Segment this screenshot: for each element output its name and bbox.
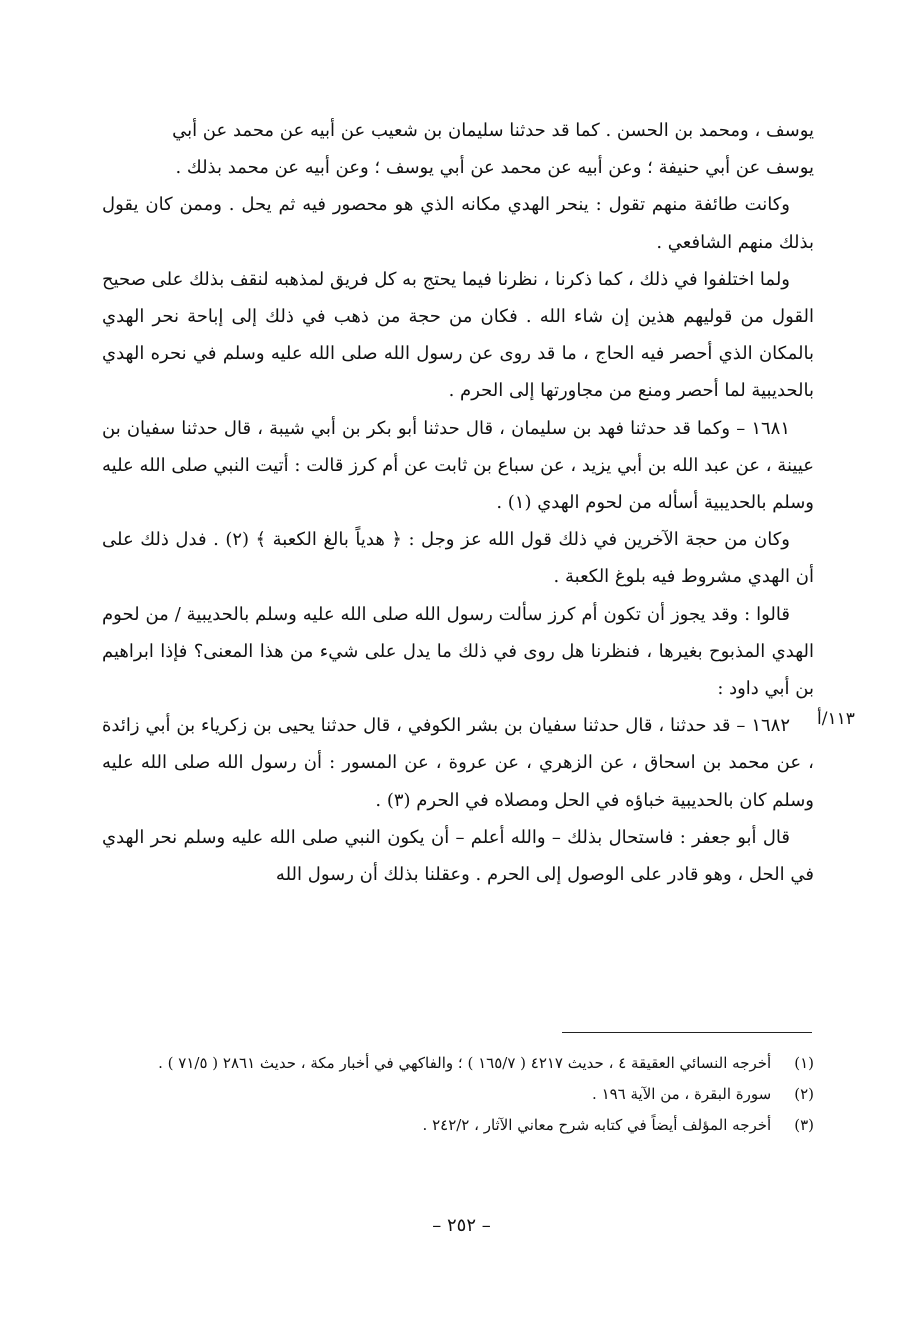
footnote-2-number: (٢) [794,1085,814,1103]
manuscript-folio-marker: ١١٣/أ [817,709,855,729]
footnote-3-number: (٣) [794,1116,814,1134]
footnote-1-text: أخرجه النسائي العقيقة ٤ ، حديث ٤٢١٧ ( ١٦٥/٧ ) ؛ والفاكهي في أخبار مكة ، حديث ٢٨٦١ ( ٧١/٥ ) . [158,1054,772,1072]
footnote-2 [102,1079,814,1110]
main-text [102,112,814,893]
footnote-3-text: أخرجه المؤلف أيضاً في كتابه شرح معاني الآثار ، ٢٤٢/٢ . [422,1116,772,1134]
hadith-1682: ١٦٨٢ – قد حدثنا ، قال حدثنا سفيان بن بشر الكوفي ، قال حدثنا يحيى بن زكرياء بن أبي زائدة ، عن محمد بن اسحاق ، عن الزهري ، عن عروة ، عن المسور : أن رسول الله صلى الله عليه وسلم كان بالحديبية خباؤه في الحل ومصلاه في الحرم (٣) . [102,715,814,811]
paragraph-1-line-1: يوسف ، ومحمد بن الحسن . كما قد حدثنا سليمان بن شعيب عن أبيه عن محمد عن أبي [172,120,814,141]
paragraph-1 [102,112,814,186]
paragraph-5: وكان من حجة الآخرين في ذلك قول الله عز وجل : ﴿ هدياً بالغ الكعبة ﴾ (٢) . فدل ذلك على أن الهدي مشروط فيه بلوغ الكعبة . [102,529,814,588]
footnote-1 [102,1048,814,1079]
paragraph-6: قالوا : وقد يجوز أن تكون أم كرز سألت رسول الله صلى الله عليه وسلم بالحديبية / من لحوم الهدي المذبوح بغيرها ، فنظرنا هل روى في ذلك ما يدل على شيء من هذا المعنى؟ فإذا ابراهيم بن أبي داود : [102,603,814,700]
paragraph-8: قال أبو جعفر : فاستحال بذلك – والله أعلم – أن يكون النبي صلى الله عليه وسلم نحر الهدي في الحل ، وهو قادر على الوصول إلى الحرم . وعقلنا بذلك أن رسول الله [102,826,814,886]
footnote-3 [102,1110,814,1141]
hadith-1681: ١٦٨١ – وكما قد حدثنا فهد بن سليمان ، قال حدثنا أبو بكر بن أبي شيبة ، قال حدثنا سفيان بن عيينة ، عن عبد الله بن أبي يزيد ، عن سباع بن ثابت عن أم كرز قالت : أتيت النبي صلى الله عليه وسلم بالحديبية أسأله من لحوم الهدي (١) . [102,417,814,514]
paragraph-2: وكانت طائفة منهم تقول : ينحر الهدي مكانه الذي هو محصور فيه ثم يحل . وممن كان يقول بذلك منهم الشافعي . [102,194,814,253]
footnote-1-number: (١) [794,1054,814,1072]
footnote-divider [562,1032,812,1033]
footnotes [102,1048,814,1141]
page-number: – ٢٥٢ – [432,1215,491,1236]
paragraph-3: ولما اختلفوا في ذلك ، كما ذكرنا ، نظرنا فيما يحتج به كل فريق لمذهبه لنقف بذلك على صحيح القول من قوليهم هذين إن شاء الله . فكان من حجة من ذهب في ذلك إلى إباحة نحر الهدي بالمكان الذي أحصر فيه الحاج ، ما قد روى عن رسول الله صلى الله عليه وسلم في نحره الهدي بالحديبية لما أحصر ومنع من مجاورتها إلى الحرم . [102,268,814,402]
footnote-2-text: سورة البقرة ، من الآية ١٩٦ . [592,1085,772,1103]
paragraph-1-line-2: يوسف عن أبي حنيفة ؛ وعن أبيه عن محمد عن أبي يوسف ؛ وعن أبيه عن محمد بذلك . [175,157,814,179]
